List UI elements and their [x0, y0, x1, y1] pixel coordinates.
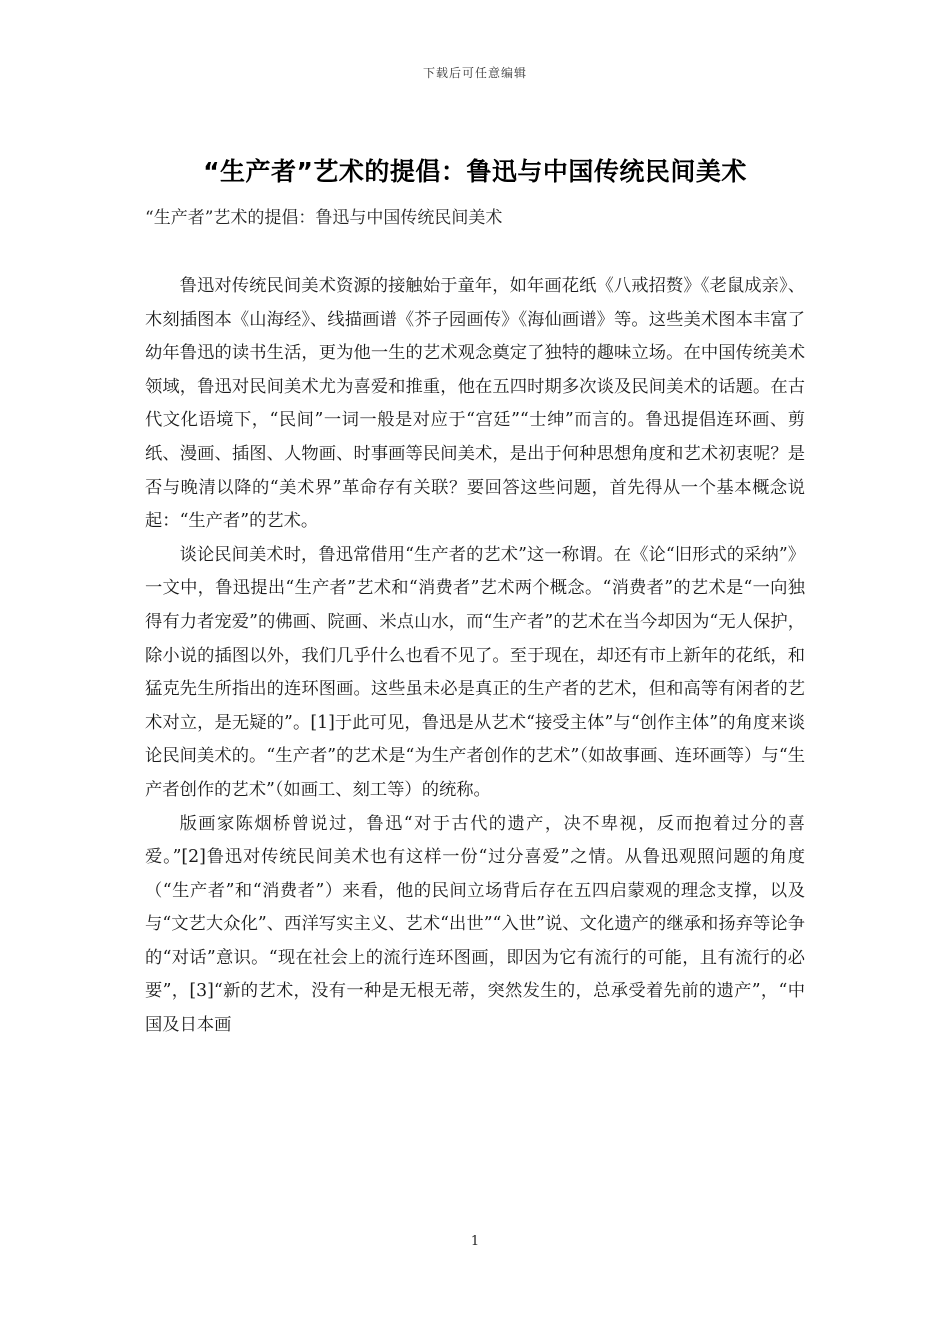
- paragraph: 版画家陈烟桥曾说过，鲁迅“对于古代的遗产，决不卑视，反而抱着过分的喜爱。”[2]鲁迅对传统民间美术也有这样一份“过分喜爱”之情。从鲁迅观照问题的角度（“生产者”和“消费者”）来看，他的民间立场背后存在五四启蒙观的理念支撑，以及与“文艺大众化”、西洋写实主义、艺术“出世”“入世”说、文化遗产的继承和扬弃等论争的“对话”意识。“现在社会上的流行连环图画，即因为它有流行的可能，且有流行的必要”，[3]“新的艺术，没有一种是无根无蒂，突然发生的，总承受着先前的遗产”，“中国及日本画: [145, 813, 805, 1036]
- body-text: [145, 270, 805, 1043]
- page-number: 1: [470, 1234, 480, 1249]
- document-subtitle: “生产者”艺术的提倡：鲁迅与中国传统民间美术: [145, 208, 503, 228]
- document-title: “生产者”艺术的提倡：鲁迅与中国传统民间美术: [203, 157, 747, 186]
- paragraph: 谈论民间美术时，鲁迅常借用“生产者的艺术”这一称谓。在《论“旧形式的采纳”》一文中，鲁迅提出“生产者”艺术和“消费者”艺术两个概念。“消费者”的艺术是“一向独得有力者宠爱”的佛画、院画、米点山水，而“生产者”的艺术在当今却因为“无人保护，除小说的插图以外，我们几乎什么也看不见了。至于现在，却还有市上新年的花纸，和猛克先生所指出的连环图画。这些虽未必是真正的生产者的艺术，但和高等有闲者的艺术对立，是无疑的”。[1]于此可见，鲁迅是从艺术“接受主体”与“创作主体”的角度来谈论民间美术的。“生产者”的艺术是“为生产者创作的艺术”（如故事画、连环画等）与“生产者创作的艺术”（如画工、刻工等）的统称。: [145, 544, 805, 800]
- paragraph: 鲁迅对传统民间美术资源的接触始于童年，如年画花纸《八戒招赘》《老鼠成亲》、木刻插图本《山海经》、线描画谱《芥子园画传》《海仙画谱》等。这些美术图本丰富了幼年鲁迅的读书生活，更为他一生的艺术观念奠定了独特的趣味立场。在中国传统美术领域，鲁迅对民间美术尤为喜爱和推重，他在五四时期多次谈及民间美术的话题。在古代文化语境下，“民间”一词一般是对应于“宫廷”“士绅”而言的。鲁迅提倡连环画、剪纸、漫画、插图、人物画、时事画等民间美术，是出于何种思想角度和艺术初衷呢？是否与晚清以降的“美术界”革命存有关联？要回答这些问题，首先得从一个基本概念说起：“生产者”的艺术。: [145, 276, 805, 532]
- header-note: 下载后可任意编辑: [422, 66, 527, 80]
